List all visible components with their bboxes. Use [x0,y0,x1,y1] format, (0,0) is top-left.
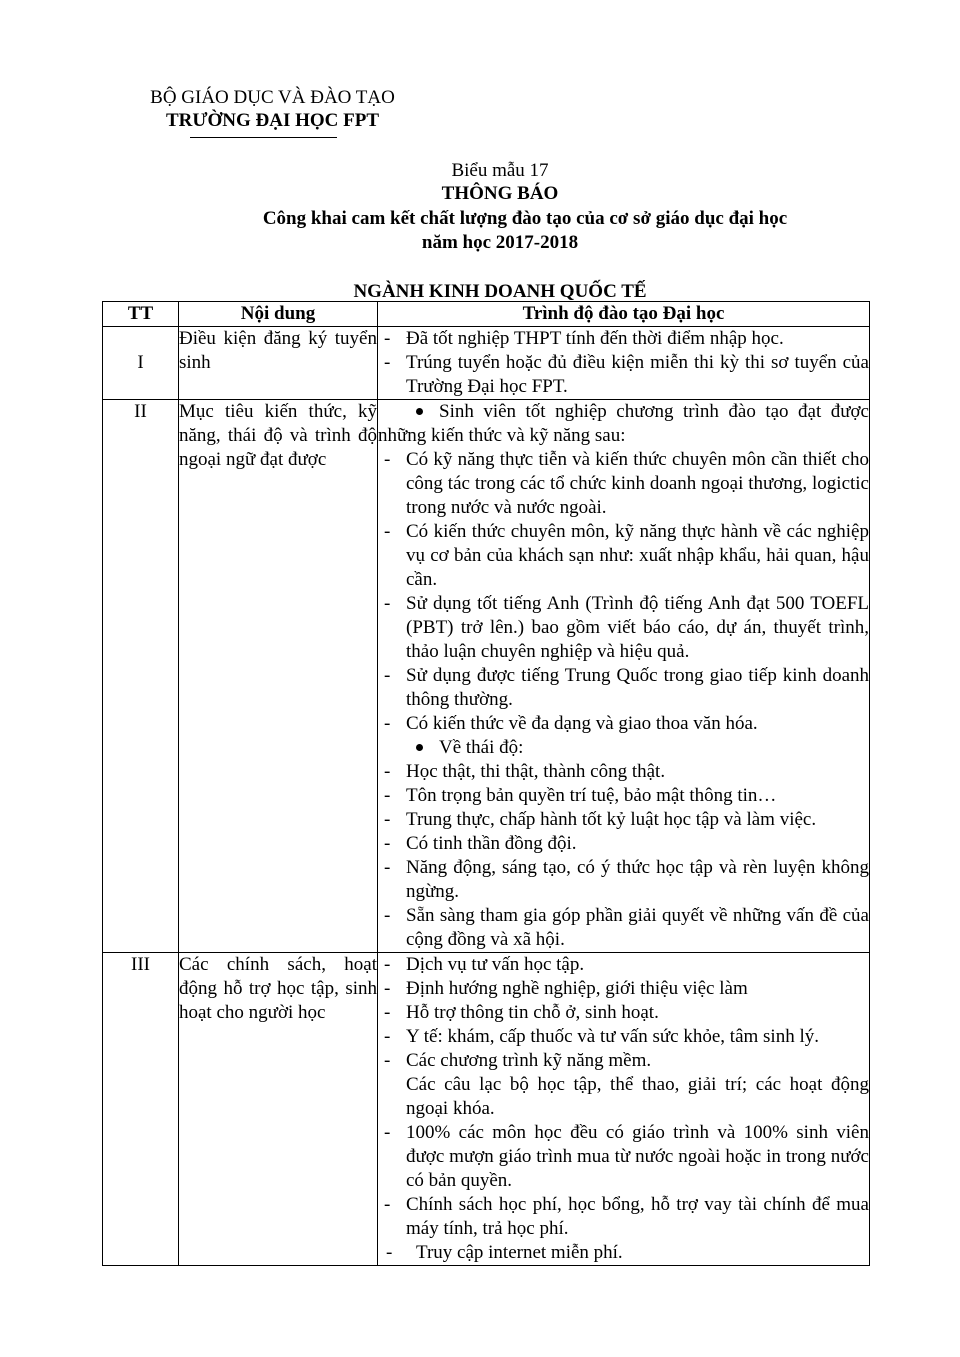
list-item: - Năng động, sáng tạo, có ý thức học tập và rèn luyện không ngừng. [378,856,869,904]
list-item: - Có tinh thần đồng đội. [378,832,869,856]
bullet-paragraph [378,736,869,760]
table-row [103,953,870,1266]
bullet-icon [416,744,423,751]
list-item: - Chính sách học phí, học bổng, hỗ trợ vay tài chính để mua máy tính, trả học phí. [378,1193,869,1241]
bullet-text: Về thái độ: [439,737,524,758]
row-detail [378,400,870,953]
bullet-paragraph [378,400,869,448]
row-number: III [103,953,179,1266]
list-item: - Tôn trọng bản quyền trí tuệ, bảo mật thông tin… [378,784,869,808]
row-content: Các chính sách, hoạt động hỗ trợ học tập, sinh hoạt cho người học [179,953,378,1266]
bullet-text: Sinh viên tốt nghiệp chương trình đào tạo đạt được những kiến thức và kỹ năng sau: [378,401,869,446]
major-title: NGÀNH KINH DOANH QUỐC TẾ [353,281,647,302]
list-item: - Hỗ trợ thông tin chỗ ở, sinh hoạt. [378,1001,869,1025]
bullet-icon [416,408,423,415]
row-number: I [103,327,179,400]
table-row [103,400,870,953]
row-content: Điều kiện đăng ký tuyển sinh [179,327,378,400]
row-content: Mục tiêu kiến thức, kỹ năng, thái độ và trình độ ngoại ngữ đạt được [179,400,378,953]
school-name: TRƯỜNG ĐẠI HỌC FPT [165,110,380,131]
document-title: THÔNG BÁO [441,183,559,204]
list-item: - Các chương trình kỹ năng mềm. [378,1049,869,1073]
list-item: - Có kỹ năng thực tiễn và kiến thức chuyên môn cần thiết cho công tác trong các tổ chức kinh doanh ngoại thương, logictic trong nước và nước ngoài. [378,448,869,520]
list-item: - Trung thực, chấp hành tốt kỷ luật học tập và làm việc. [378,808,869,832]
form-number: Biểu mẫu 17 [451,160,549,181]
row-detail [378,953,870,1266]
list-item: Các câu lạc bộ học tập, thể thao, giải trí; các hoạt động ngoại khóa. [406,1074,869,1119]
list-item: - Học thật, thi thật, thành công thật. [378,760,869,784]
document-subtitle: Công khai cam kết chất lượng đào tạo của cơ sở giáo dục đại học [262,208,788,229]
header-content: Nội dung [179,302,378,327]
header-underline [190,137,337,138]
list-item: - Đã tốt nghiệp THPT tính đến thời điểm nhập học. [378,327,869,351]
list-item: - Y tế: khám, cấp thuốc và tư vấn sức khỏe, tâm sinh lý. [378,1025,869,1049]
row-detail [378,327,870,400]
ministry-name: BỘ GIÁO DỤC VÀ ĐÀO TẠO [150,87,395,108]
list-item: - Định hướng nghề nghiệp, giới thiệu việc làm [378,977,869,1001]
list-item: - Có kiến thức chuyên môn, kỹ năng thực hành về các nghiệp vụ cơ bản của khách sạn như: xuất nhập khẩu, hải quan, hậu cần. [378,520,869,592]
list-item: - Sử dụng được tiếng Trung Quốc trong giao tiếp kinh doanh thông thường. [378,664,869,712]
list-item: - Truy cập internet miễn phí. [378,1241,869,1265]
list-item: - Sử dụng tốt tiếng Anh (Trình độ tiếng Anh đạt 500 TOEFL (PBT) trở lên.) bao gồm viết báo cáo, dự án, thuyết trình, thảo luận chuyên nghiệp và hiệu quả. [378,592,869,664]
list-item: - Dịch vụ tư vấn học tập. [378,953,869,977]
list-item: - 100% các môn học đều có giáo trình và 100% sinh viên được mượn giáo trình mua từ nước ngoài hoặc in trong nước có bản quyền. [378,1121,869,1193]
list-item: - Có kiến thức về đa dạng và giao thoa văn hóa. [378,712,869,736]
list-item: - Sẵn sàng tham gia góp phần giải quyết về những vấn đề của cộng đồng và xã hội. [378,904,869,952]
row-number: II [103,400,179,953]
table-header-row [103,302,870,327]
header-tt: TT [103,302,179,327]
academic-year: năm học 2017-2018 [421,232,579,253]
header-level: Trình độ đào tạo Đại học [378,302,870,327]
table-row [103,327,870,400]
commitment-table [102,301,870,1266]
list-item: - Trúng tuyển hoặc đủ điều kiện miễn thi kỳ thi sơ tuyển của Trường Đại học FPT. [378,351,869,399]
